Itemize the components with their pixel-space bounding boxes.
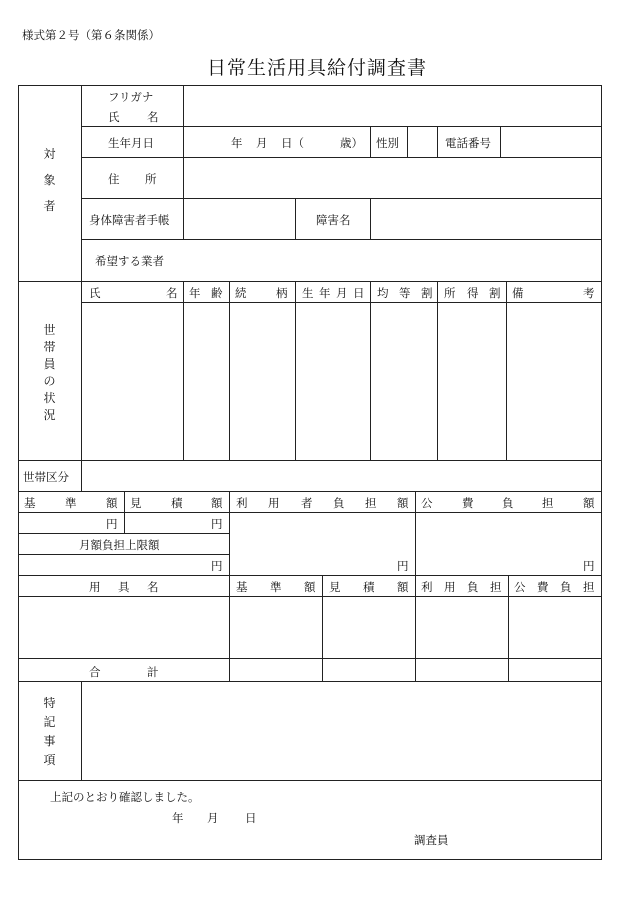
col-birth-3: 月 bbox=[336, 286, 348, 300]
notes-section-label: 特 記 事 項 bbox=[43, 696, 56, 767]
birth-day-label: 日（ bbox=[281, 136, 304, 150]
col-remarks-2: 考 bbox=[583, 286, 595, 300]
col-age-2: 齢 bbox=[211, 286, 223, 300]
furigana-label: フリガナ bbox=[108, 90, 154, 104]
yen-public-burden: 円 bbox=[583, 559, 595, 573]
name-label-1: 氏 bbox=[108, 110, 120, 124]
cost-public-1: 公 bbox=[421, 496, 433, 510]
cost-estimate-3: 額 bbox=[211, 496, 223, 510]
col-equal-3: 割 bbox=[421, 286, 433, 300]
item-user-3: 負 bbox=[467, 580, 479, 594]
name-label-2: 名 bbox=[147, 110, 159, 124]
col-name-2: 名 bbox=[166, 286, 178, 300]
age-label: 歳） bbox=[340, 136, 363, 150]
col-name-1: 氏 bbox=[89, 286, 101, 300]
cost-estimate-2: 積 bbox=[171, 496, 183, 510]
col-income-2: 得 bbox=[467, 286, 479, 300]
cost-public-3: 負 bbox=[502, 496, 514, 510]
form-title: 日常生活用具給付調査書 bbox=[207, 57, 428, 79]
confirm-year-label: 年 bbox=[172, 811, 184, 825]
birth-month-label: 月 bbox=[256, 136, 268, 150]
item-public-4: 担 bbox=[583, 580, 595, 594]
col-relation-2: 柄 bbox=[276, 286, 288, 300]
cost-public-2: 費 bbox=[462, 496, 474, 510]
birthdate-label: 生年月日 bbox=[108, 136, 154, 150]
birth-year-label: 年 bbox=[231, 136, 243, 150]
col-income-1: 所 bbox=[444, 286, 456, 300]
col-relation-1: 続 bbox=[235, 286, 247, 300]
phone-label: 電話番号 bbox=[445, 136, 491, 150]
col-birth-2: 年 bbox=[319, 286, 331, 300]
cost-estimate-1: 見 bbox=[130, 496, 142, 510]
item-name-1: 用 bbox=[89, 580, 101, 594]
item-user-1: 利 bbox=[421, 580, 433, 594]
total-label-1: 合 bbox=[89, 665, 101, 679]
address-label-1: 住 bbox=[108, 172, 120, 186]
handbook-label: 身体障害者手帳 bbox=[89, 213, 170, 227]
subject-section-label: 対 象 者 bbox=[43, 147, 56, 213]
item-public-2: 費 bbox=[537, 580, 549, 594]
item-public-1: 公 bbox=[514, 580, 526, 594]
item-name-2: 具 bbox=[118, 580, 130, 594]
col-equal-1: 均 bbox=[377, 286, 389, 300]
item-estimate-1: 見 bbox=[329, 580, 341, 594]
col-age-1: 年 bbox=[189, 286, 201, 300]
cost-user-6: 額 bbox=[397, 496, 409, 510]
confirm-month-label: 月 bbox=[207, 811, 219, 825]
disability-label: 障害名 bbox=[316, 213, 351, 227]
cost-user-5: 担 bbox=[365, 496, 377, 510]
item-user-2: 用 bbox=[444, 580, 456, 594]
inspector-label: 調査員 bbox=[414, 833, 449, 847]
col-birth-4: 日 bbox=[353, 286, 365, 300]
item-user-4: 担 bbox=[490, 580, 502, 594]
item-standard-2: 準 bbox=[270, 580, 282, 594]
item-standard-3: 額 bbox=[304, 580, 316, 594]
cost-public-4: 担 bbox=[542, 496, 554, 510]
col-equal-2: 等 bbox=[399, 286, 411, 300]
yen-estimate: 円 bbox=[211, 517, 223, 531]
cost-standard-1: 基 bbox=[24, 496, 36, 510]
col-birth-1: 生 bbox=[302, 286, 314, 300]
item-estimate-2: 積 bbox=[363, 580, 375, 594]
confirmation-statement: 上記のとおり確認しました。 bbox=[50, 790, 200, 804]
household-section-label: 世 帯 員 の 状 況 bbox=[43, 323, 56, 422]
cost-user-3: 者 bbox=[301, 496, 313, 510]
col-remarks-1: 備 bbox=[512, 286, 524, 300]
cost-user-4: 負 bbox=[333, 496, 345, 510]
total-label-2: 計 bbox=[147, 665, 159, 679]
item-name-3: 名 bbox=[147, 580, 159, 594]
item-estimate-3: 額 bbox=[397, 580, 409, 594]
monthly-cap-label: 月額負担上限額 bbox=[79, 538, 160, 552]
confirm-day-label: 日 bbox=[245, 811, 257, 825]
yen-standard: 円 bbox=[106, 517, 118, 531]
address-label-2: 所 bbox=[145, 172, 157, 186]
cost-standard-2: 準 bbox=[65, 496, 77, 510]
cost-standard-3: 額 bbox=[106, 496, 118, 510]
cost-user-2: 用 bbox=[268, 496, 280, 510]
item-public-3: 負 bbox=[560, 580, 572, 594]
household-category-label: 世帯区分 bbox=[23, 470, 69, 484]
yen-monthly-cap: 円 bbox=[211, 559, 223, 573]
cost-user-1: 利 bbox=[236, 496, 248, 510]
yen-user-burden: 円 bbox=[397, 559, 409, 573]
sex-label: 性別 bbox=[376, 136, 399, 150]
form-number: 様式第２号（第６条関係） bbox=[22, 28, 160, 42]
item-standard-1: 基 bbox=[236, 580, 248, 594]
vendor-label: 希望する業者 bbox=[95, 254, 164, 268]
cost-public-5: 額 bbox=[583, 496, 595, 510]
col-income-3: 割 bbox=[489, 286, 501, 300]
